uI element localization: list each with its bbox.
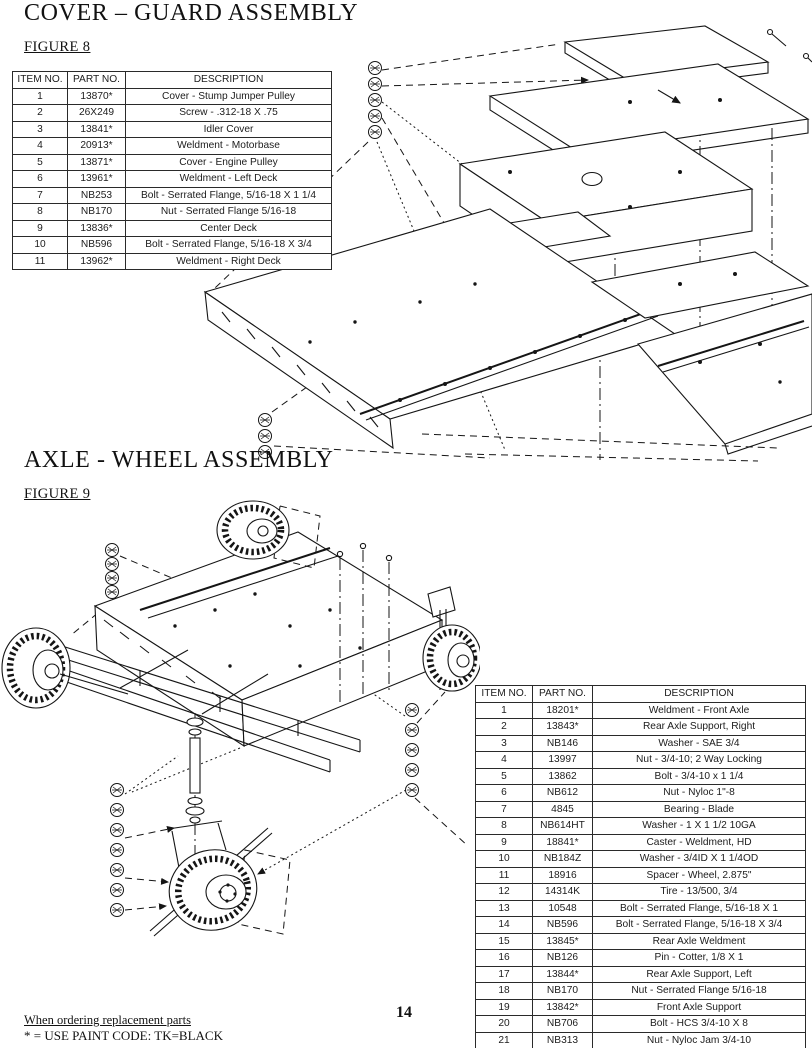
table-row: [476, 900, 806, 917]
table-cell: 21: [476, 1032, 533, 1048]
table-cell: 13997: [533, 752, 593, 769]
table-cell: 18841*: [533, 834, 593, 851]
table-row: [476, 818, 806, 835]
table-row: [476, 966, 806, 983]
table-row: [476, 933, 806, 950]
col-header-description: DESCRIPTION: [593, 686, 806, 703]
page-number: 14: [396, 1004, 412, 1021]
col-header-part-no: PART NO.: [68, 72, 126, 89]
table-row: [13, 138, 332, 155]
table-row: [476, 735, 806, 752]
table-cell: Weldment - Front Axle: [593, 702, 806, 719]
table-row: [13, 204, 332, 221]
table-cell: 3: [13, 121, 68, 138]
table-cell: 18: [476, 983, 533, 1000]
table-cell: 26X249: [68, 105, 126, 122]
table-cell: 5: [13, 154, 68, 171]
callout-coil-stack-icon: [369, 62, 382, 139]
table-cell: NB253: [68, 187, 126, 204]
figure-8-label: FIGURE 8: [24, 39, 91, 55]
table-cell: 13836*: [68, 220, 126, 237]
table-cell: 9: [476, 834, 533, 851]
table-cell: 1: [13, 88, 68, 105]
table-cell: 10: [13, 237, 68, 254]
table-cell: 13871*: [68, 154, 126, 171]
section-title-axle-wheel: AXLE - WHEEL ASSEMBLY: [24, 447, 334, 473]
table-row: [476, 1032, 806, 1048]
table-cell: 13961*: [68, 171, 126, 188]
table-cell: Washer - SAE 3/4: [593, 735, 806, 752]
table-cell: 4: [476, 752, 533, 769]
table-cell: 13845*: [533, 933, 593, 950]
footnote-ordering: When ordering replacement parts: [24, 1013, 191, 1027]
table-row: [13, 220, 332, 237]
table-cell: NB126: [533, 950, 593, 967]
table-cell: 13862: [533, 768, 593, 785]
table-cell: 20913*: [68, 138, 126, 155]
table-cell: 11: [476, 867, 533, 884]
table-cell: Bolt - 3/4-10 x 1 1/4: [593, 768, 806, 785]
table-row: [13, 171, 332, 188]
table-cell: 13962*: [68, 253, 126, 270]
table-cell: 7: [13, 187, 68, 204]
table-cell: NB170: [68, 204, 126, 221]
tire-bottom: [161, 841, 290, 940]
table-row: [476, 851, 806, 868]
table-cell: 8: [13, 204, 68, 221]
table-cell: Nut - Nyloc Jam 3/4-10: [593, 1032, 806, 1048]
table-cell: Bolt - Serrated Flange, 5/16-18 X 3/4: [126, 237, 332, 254]
table-cell: Front Axle Support: [593, 999, 806, 1016]
table-cell: Rear Axle Support, Left: [593, 966, 806, 983]
footnote-paint-code: * = USE PAINT CODE: TK=BLACK: [24, 1028, 223, 1043]
table-row: [13, 121, 332, 138]
table-cell: 10: [476, 851, 533, 868]
table-row: [476, 884, 806, 901]
table-cell: NB706: [533, 1016, 593, 1033]
table-cell: Weldment - Right Deck: [126, 253, 332, 270]
table-cell: NB313: [533, 1032, 593, 1048]
callout-coil-stack-icon: [106, 544, 119, 599]
table-cell: 13841*: [68, 121, 126, 138]
table-row: [476, 834, 806, 851]
col-header-item-no: ITEM NO.: [476, 686, 533, 703]
table-row: [476, 702, 806, 719]
table-cell: 7: [476, 801, 533, 818]
table-row: [476, 1016, 806, 1033]
table-cell: Weldment - Left Deck: [126, 171, 332, 188]
table-cell: 14: [476, 917, 533, 934]
table-row: [13, 88, 332, 105]
mower-deck: [95, 532, 442, 746]
table-cell: 10548: [533, 900, 593, 917]
col-header-part-no: PART NO.: [533, 686, 593, 703]
table-cell: Spacer - Wheel, 2.875": [593, 867, 806, 884]
table-cell: 9: [13, 220, 68, 237]
table-row: [13, 105, 332, 122]
table-cell: 16: [476, 950, 533, 967]
table-cell: 17: [476, 966, 533, 983]
table-header-row: [476, 686, 806, 703]
table-cell: 13842*: [533, 999, 593, 1016]
table-row: [13, 253, 332, 270]
table-row: [476, 752, 806, 769]
table-cell: Washer - 3/4ID X 1 1/4OD: [593, 851, 806, 868]
table-row: [476, 950, 806, 967]
table-cell: 6: [476, 785, 533, 802]
table-cell: Idler Cover: [126, 121, 332, 138]
section-title-cover-guard: COVER – GUARD ASSEMBLY: [24, 0, 359, 26]
weldment-right-deck: [638, 294, 812, 454]
parts-table-figure-9: [475, 685, 806, 1048]
table-cell: Bolt - HCS 3/4-10 X 8: [593, 1016, 806, 1033]
table-cell: Nut - Serrated Flange 5/16-18: [593, 983, 806, 1000]
table-cell: Cover - Engine Pulley: [126, 154, 332, 171]
table-cell: NB170: [533, 983, 593, 1000]
table-cell: Weldment - Motorbase: [126, 138, 332, 155]
callout-coil-stack-icon: [111, 784, 124, 917]
table-cell: Cover - Stump Jumper Pulley: [126, 88, 332, 105]
table-row: [13, 187, 332, 204]
table-cell: NB596: [533, 917, 593, 934]
table-cell: NB614HT: [533, 818, 593, 835]
table-cell: Bearing - Blade: [593, 801, 806, 818]
table-cell: 13844*: [533, 966, 593, 983]
table-cell: 8: [476, 818, 533, 835]
table-cell: Nut - 3/4-10; 2 Way Locking: [593, 752, 806, 769]
table-cell: Rear Axle Support, Right: [593, 719, 806, 736]
table-cell: 1: [476, 702, 533, 719]
table-cell: 4: [13, 138, 68, 155]
table-row: [476, 983, 806, 1000]
table-cell: 2: [13, 105, 68, 122]
table-row: [476, 867, 806, 884]
col-header-description: DESCRIPTION: [126, 72, 332, 89]
table-row: [476, 917, 806, 934]
table-cell: 2: [476, 719, 533, 736]
table-cell: 13: [476, 900, 533, 917]
table-cell: NB184Z: [533, 851, 593, 868]
table-cell: 20: [476, 1016, 533, 1033]
table-cell: Center Deck: [126, 220, 332, 237]
table-cell: Nut - Serrated Flange 5/16-18: [126, 204, 332, 221]
table-cell: 18916: [533, 867, 593, 884]
parts-table-figure-8: [12, 71, 332, 270]
table-row: [476, 719, 806, 736]
table-cell: 3: [476, 735, 533, 752]
table-row: [476, 768, 806, 785]
tire-right: [423, 625, 480, 691]
table-cell: Pin - Cotter, 1/8 X 1: [593, 950, 806, 967]
table-cell: 14314K: [533, 884, 593, 901]
table-cell: 15: [476, 933, 533, 950]
col-header-item-no: ITEM NO.: [13, 72, 68, 89]
table-cell: Washer - 1 X 1 1/2 10GA: [593, 818, 806, 835]
table-cell: 6: [13, 171, 68, 188]
table-cell: Screw - .312-18 X .75: [126, 105, 332, 122]
table-cell: 4845: [533, 801, 593, 818]
callout-coil-stack-icon: [406, 704, 419, 797]
table-cell: NB146: [533, 735, 593, 752]
table-row: [476, 785, 806, 802]
table-cell: Nut - Nyloc 1"-8: [593, 785, 806, 802]
table-cell: Bolt - Serrated Flange, 5/16-18 X 1: [593, 900, 806, 917]
table-cell: NB612: [533, 785, 593, 802]
table-row: [476, 801, 806, 818]
table-row: [13, 154, 332, 171]
table-cell: 11: [13, 253, 68, 270]
table-cell: Bolt - Serrated Flange, 5/16-18 X 3/4: [593, 917, 806, 934]
table-cell: Bolt - Serrated Flange, 5/16-18 X 1 1/4: [126, 187, 332, 204]
table-cell: 13843*: [533, 719, 593, 736]
figure-9-diagram: [0, 498, 480, 1010]
table-cell: Rear Axle Weldment: [593, 933, 806, 950]
table-row: [13, 237, 332, 254]
table-row: [476, 999, 806, 1016]
table-cell: 12: [476, 884, 533, 901]
table-cell: 18201*: [533, 702, 593, 719]
figure-9-label: FIGURE 9: [24, 486, 91, 502]
table-cell: 5: [476, 768, 533, 785]
table-cell: Tire - 13/500, 3/4: [593, 884, 806, 901]
table-cell: 19: [476, 999, 533, 1016]
table-cell: 13870*: [68, 88, 126, 105]
table-cell: Caster - Weldment, HD: [593, 834, 806, 851]
table-header-row: [13, 72, 332, 89]
table-cell: NB596: [68, 237, 126, 254]
